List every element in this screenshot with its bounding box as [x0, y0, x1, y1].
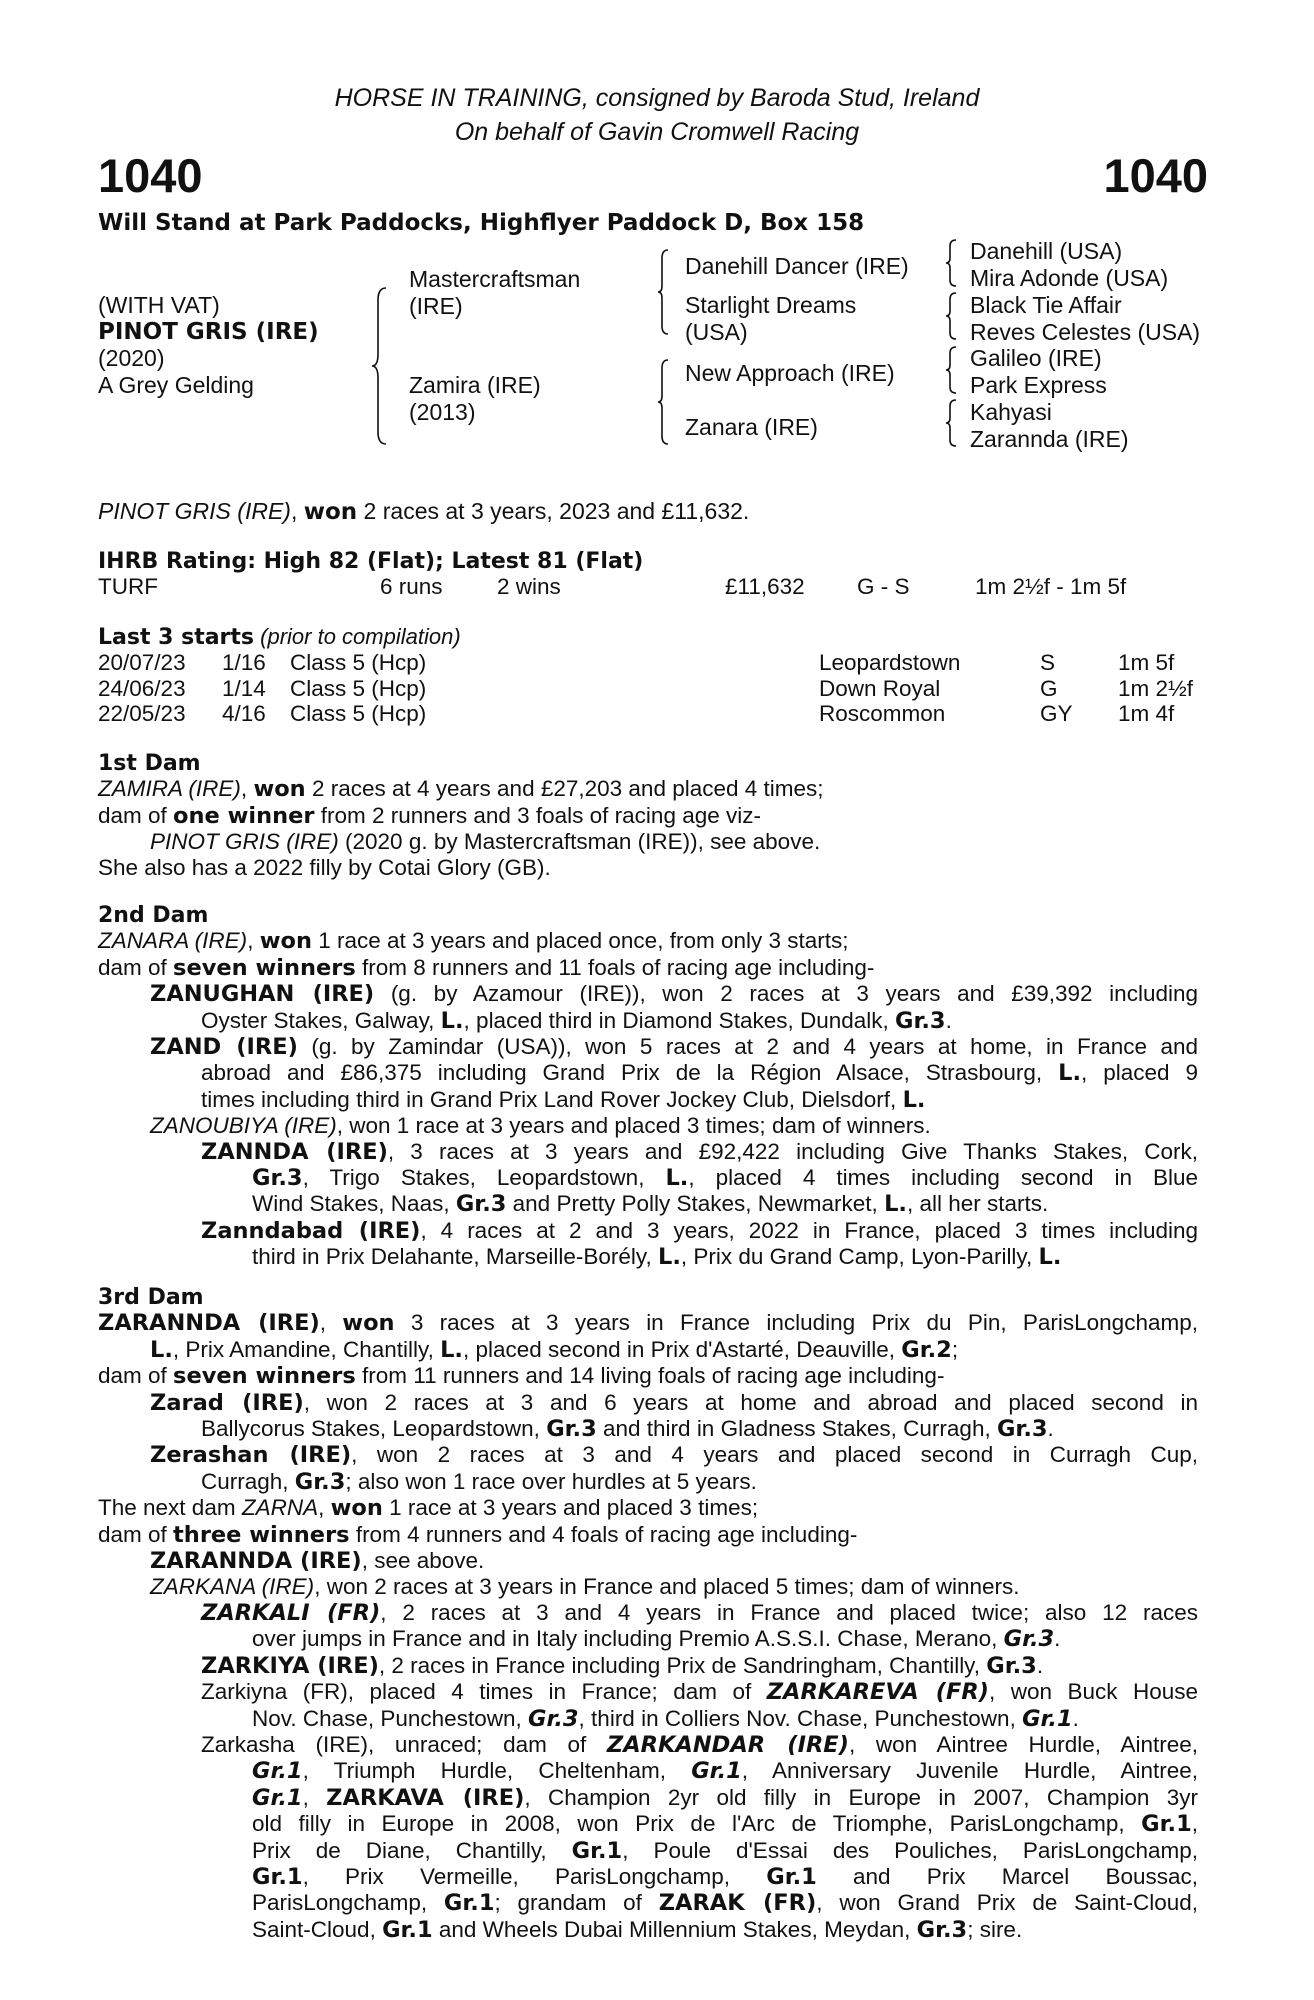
zarad-line-2: Ballycorus Stakes, Leopardstown, Gr.3 and third in Gladness Stakes, Curragh, Gr.3.	[201, 1416, 1054, 1443]
pedigree-dam: Zamira (IRE)	[409, 372, 541, 398]
zarkiyna-line-2: Nov. Chase, Punchestown, Gr.3, third in Colliers Nov. Chase, Punchestown, Gr.1.	[252, 1705, 1079, 1732]
start-1-course: Leopardstown	[819, 650, 961, 675]
zarkali-line-1: ZARKALI (FR), 2 races at 3 and 4 years in France and placed twice; also 12 races	[201, 1599, 1198, 1626]
first-dam-line-4: She also has a 2022 filly by Cotai Glory (GB).	[98, 854, 551, 880]
vat-note: (WITH VAT)	[98, 292, 220, 318]
zannda-line-2: Gr.3, Trigo Stakes, Leopardstown, L., placed 4 times including second in Blue	[252, 1165, 1198, 1192]
start-3-course: Roscommon	[819, 701, 946, 726]
pedigree-ggs-4: Reves Celestes (USA)	[970, 319, 1201, 345]
zarkasha-line-2: Gr.1, Triumph Hurdle, Cheltenham, Gr.1, Anniversary Juvenile Hurdle, Aintree,	[252, 1758, 1198, 1785]
second-dam-line-2: dam of seven winners from 8 runners and 11 foals of racing age including-	[98, 954, 875, 981]
zerashan-line-1: Zerashan (IRE), won 2 races at 3 and 4 years and placed second in Curragh Cup,	[150, 1442, 1199, 1469]
first-dam-line-2: dam of one winner from 2 runners and 3 foals of racing age viz-	[98, 802, 761, 829]
first-dam-section	[98, 751, 1198, 880]
third-dam-line-2: L., Prix Amandine, Chantilly, L., placed second in Prix d'Astarté, Deauville, Gr.2;	[150, 1336, 959, 1363]
pedigree-ggs-6: Park Express	[970, 372, 1107, 398]
zanoubiya-line: ZANOUBIYA (IRE), won 1 race at 3 years and placed 3 times; dam of winners.	[150, 1113, 931, 1139]
sire-dam-bracket	[370, 286, 390, 446]
zarkasha-line-3: Gr.1, ZARKAVA (IRE), Champion 2yr old filly in Europe in 2007, Champion 3yr	[252, 1784, 1198, 1811]
zarkasha-line-6: Gr.1, Prix Vermeille, ParisLongchamp, Gr.1 and Prix Marcel Boussac,	[252, 1863, 1198, 1890]
header-line-1: HORSE IN TRAINING, consigned by Baroda Stud, Ireland	[334, 84, 980, 112]
start-1-class: Class 5 (Hcp)	[290, 650, 427, 675]
second-dam-line-1: ZANARA (IRE), won 1 race at 3 years and placed once, from only 3 starts;	[98, 928, 849, 955]
summary-comma: ,	[290, 498, 304, 524]
summary-horse-name: PINOT GRIS (IRE)	[98, 498, 291, 524]
horse-year: (2020)	[98, 345, 165, 371]
ggs-bracket-4	[944, 398, 960, 448]
start-2-distance: 1m 2½f	[1118, 676, 1194, 701]
ggs-bracket-1	[944, 238, 960, 288]
start-3-distance: 1m 4f	[1118, 701, 1175, 726]
start-3-going: GY	[1040, 701, 1073, 726]
zarkasha-line-8: Saint-Cloud, Gr.1 and Wheels Dubai Millennium Stakes, Meydan, Gr.3; sire.	[252, 1916, 1023, 1943]
ggs-bracket-3	[944, 345, 960, 395]
lot-number-right: 1040	[1103, 149, 1208, 202]
last-starts-title: Last 3 starts	[98, 625, 255, 650]
rating-title: IHRB Rating: High 82 (Flat); Latest 81 (Flat)	[98, 549, 644, 574]
pedigree-ggs-5: Galileo (IRE)	[970, 345, 1102, 371]
pedigree-granddam-1-country: (USA)	[685, 319, 748, 345]
pedigree-grandsire-1: Danehill Dancer (IRE)	[685, 253, 909, 279]
start-2-going: G	[1040, 676, 1058, 701]
zarkasha-line-1: Zarkasha (IRE), unraced; dam of ZARKANDAR (IRE), won Aintree Hurdle, Aintree,	[201, 1731, 1198, 1758]
second-dam-heading: 2nd Dam	[98, 903, 209, 928]
last-starts-note: (prior to compilation)	[254, 624, 461, 649]
rating-earnings: £11,632	[725, 574, 805, 599]
start-3-class: Class 5 (Hcp)	[290, 701, 427, 726]
dam-bracket	[656, 358, 672, 446]
rating-distance: 1m 2½f - 1m 5f	[975, 574, 1127, 599]
third-dam-section	[98, 1285, 1198, 1943]
ggs-bracket-2	[944, 291, 960, 341]
last-starts-heading	[98, 624, 461, 650]
zarkiya-line: ZARKIYA (IRE), 2 races in France including Prix de Sandringham, Chantilly, Gr.3.	[201, 1652, 1044, 1679]
zanndabad-line-1: Zanndabad (IRE), 4 races at 2 and 3 years, 2022 in France, placed 3 times including	[201, 1217, 1198, 1244]
zand-line-2: abroad and £86,375 including Grand Prix de la Région Alsace, Strasbourg, L., placed 9	[201, 1060, 1198, 1087]
header-line-2: On behalf of Gavin Cromwell Racing	[454, 118, 860, 146]
start-2-course: Down Royal	[819, 676, 941, 701]
sire-bracket	[656, 248, 672, 338]
lot-number-left: 1040	[98, 149, 203, 202]
horse-name: PINOT GRIS (IRE)	[98, 319, 319, 345]
rating-surface: TURF	[98, 574, 158, 599]
first-dam-heading: 1st Dam	[98, 751, 201, 776]
third-dam-heading: 3rd Dam	[98, 1285, 204, 1310]
zarkiyna-line-1: Zarkiyna (FR), placed 4 times in France; dam of ZARKAREVA (FR), won Buck House	[201, 1679, 1198, 1706]
pedigree-grandsire-2: New Approach (IRE)	[685, 360, 895, 386]
zerashan-line-2: Curragh, Gr.3; also won 1 race over hurdles at 5 years.	[201, 1468, 757, 1495]
start-1-distance: 1m 5f	[1118, 650, 1175, 675]
start-1-position: 1/16	[222, 650, 266, 675]
horse-description: A Grey Gelding	[98, 372, 254, 398]
rating-wins: 2 wins	[497, 574, 561, 599]
rating-going: G - S	[857, 574, 910, 599]
zand-line-1: ZAND (IRE) (g. by Zamindar (USA)), won 5 races at 2 and 4 years at home, in France and	[150, 1034, 1199, 1061]
start-3-date: 22/05/23	[98, 701, 186, 726]
zarannda-ref-line: ZARANNDA (IRE), see above.	[150, 1548, 485, 1575]
zannda-line-1: ZANNDA (IRE), 3 races at 3 years and £92,422 including Give Thanks Stakes, Cork,	[201, 1138, 1198, 1165]
zanndabad-line-2: third in Prix Delahante, Marseille-Borély, L., Prix du Grand Camp, Lyon-Parilly, L.	[252, 1244, 1062, 1271]
stand-location: Will Stand at Park Paddocks, Highflyer Paddock D, Box 158	[98, 210, 865, 236]
second-dam-section	[98, 903, 1198, 1271]
pedigree-granddam-2: Zanara (IRE)	[685, 414, 818, 440]
pedigree-ggs-2: Mira Adonde (USA)	[970, 265, 1169, 291]
pedigree-granddam-1: Starlight Dreams	[685, 292, 857, 318]
summary-rest: 2 races at 3 years, 2023 and £11,632.	[357, 498, 750, 524]
summary-won: won	[303, 499, 358, 525]
next-dam-line-2: dam of three winners from 4 runners and 4 foals of racing age including-	[98, 1521, 858, 1548]
race-summary	[98, 498, 749, 525]
start-3-position: 4/16	[222, 701, 266, 726]
zarkali-line-2: over jumps in France and in Italy including Premio A.S.S.I. Chase, Merano, Gr.3.	[252, 1626, 1061, 1653]
zanughan-line-1: ZANUGHAN (IRE) (g. by Azamour (IRE)), won 2 races at 3 years and £39,392 including	[150, 981, 1198, 1008]
start-1-date: 20/07/23	[98, 650, 186, 675]
pedigree-ggs-1: Danehill (USA)	[970, 238, 1123, 264]
third-dam-line-3: dam of seven winners from 11 runners and 14 living foals of racing age including-	[98, 1363, 945, 1390]
start-2-date: 24/06/23	[98, 676, 186, 701]
zannda-line-3: Wind Stakes, Naas, Gr.3 and Pretty Polly Stakes, Newmarket, L., all her starts.	[252, 1191, 1049, 1218]
next-dam-line-1: The next dam ZARNA, won 1 race at 3 years and placed 3 times;	[98, 1495, 759, 1522]
pedigree-sire-country: (IRE)	[409, 293, 463, 319]
pedigree-ggs-8: Zarannda (IRE)	[970, 426, 1129, 452]
zarkasha-line-7: ParisLongchamp, Gr.1; grandam of ZARAK (FR), won Grand Prix de Saint-Cloud,	[252, 1890, 1198, 1917]
first-dam-line-1: ZAMIRA (IRE), won 2 races at 4 years and £27,203 and placed 4 times;	[98, 776, 824, 803]
start-2-class: Class 5 (Hcp)	[290, 676, 427, 701]
zanughan-line-2: Oyster Stakes, Galway, L., placed third in Diamond Stakes, Dundalk, Gr.3.	[201, 1007, 952, 1034]
zarkasha-line-4: old filly in Europe in 2008, won Prix de l'Arc de Triomphe, ParisLongchamp, Gr.1,	[252, 1811, 1198, 1838]
third-dam-line-1: ZARANNDA (IRE), won 3 races at 3 years in France including Prix du Pin, ParisLongchamp,	[98, 1310, 1198, 1337]
pedigree-sire: Mastercraftsman	[409, 266, 581, 292]
pedigree-ggs-7: Kahyasi	[970, 399, 1052, 425]
pedigree-dam-year: (2013)	[409, 399, 476, 425]
pedigree-ggs-3: Black Tie Affair	[970, 292, 1122, 318]
zand-line-3: times including third in Grand Prix Land Rover Jockey Club, Dielsdorf, L.	[201, 1086, 926, 1113]
zarkasha-line-5: Prix de Diane, Chantilly, Gr.1, Poule d'Essai des Pouliches, ParisLongchamp,	[252, 1837, 1198, 1864]
start-1-going: S	[1040, 650, 1056, 675]
first-dam-line-3: PINOT GRIS (IRE) (2020 g. by Mastercraftsman (IRE)), see above.	[150, 829, 821, 855]
zarad-line-1: Zarad (IRE), won 2 races at 3 and 6 years at home and abroad and placed second in	[150, 1389, 1198, 1416]
start-2-position: 1/14	[222, 676, 266, 701]
zarkana-line: ZARKANA (IRE), won 2 races at 3 years in France and placed 5 times; dam of winners.	[150, 1574, 1020, 1600]
rating-runs: 6 runs	[380, 574, 443, 599]
